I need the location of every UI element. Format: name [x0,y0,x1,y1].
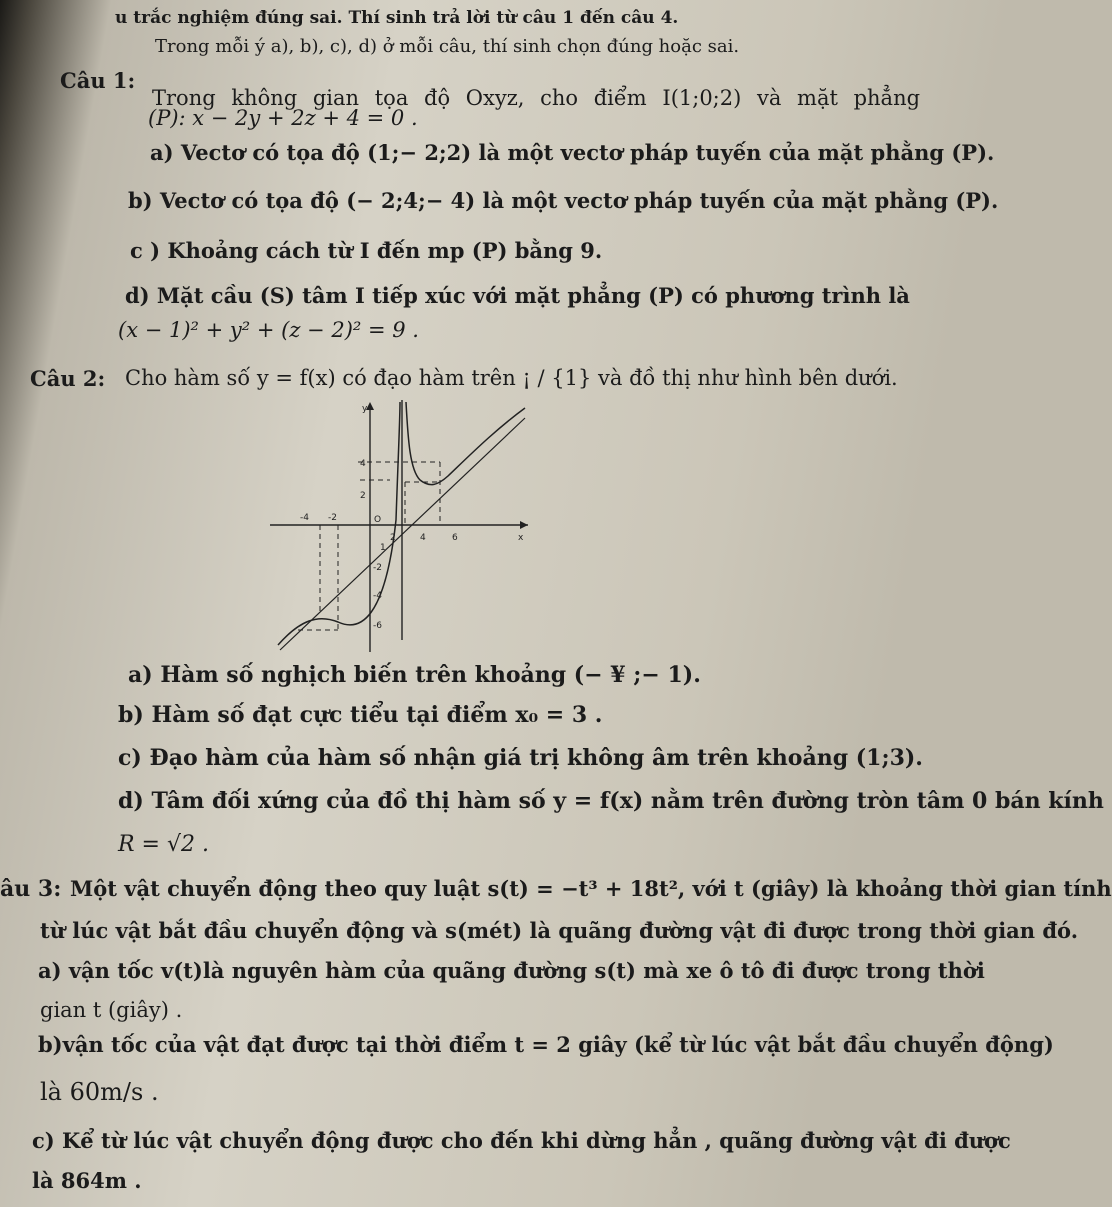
header-instruction-2: Trong mỗi ý a), b), c), d) ở mỗi câu, thí sinh chọn đúng hoặc sai. [155,36,740,57]
y-tick-neg2: -2 [373,563,382,573]
y-tick-2: 2 [360,491,366,501]
left-branch-curve [278,402,400,645]
q2-stem: Cho hàm số y = f(x) có đạo hàm trên ¡ / {1} và đồ thị như hình bên dưới. [125,366,898,390]
q2-label: Câu 2: [30,366,106,391]
x-axis-arrow-icon [520,521,528,529]
x-tick-neg2: -2 [328,513,337,523]
q3-option-a-line-2: gian t (giây) . [40,998,183,1022]
q3-option-a-line-1: a) vận tốc v(t)là nguyên hàm của quãng đường s(t) mà xe ô tô đi được trong thời [38,958,985,983]
q3-option-b-line-2: là 60m/s . [40,1078,159,1106]
q2-option-a: a) Hàm số nghịch biến trên khoảng (− ¥ ;− 1). [128,662,701,688]
origin-label: O [374,515,382,525]
q1-plane-equation: (P): x − 2y + 2z + 4 = 0 . [148,106,418,130]
right-branch-curve [406,402,525,485]
x-tick-2: 2 [390,533,396,543]
x-axis-label: x [518,533,524,543]
q2-option-c: c) Đạo hàm của hàm số nhận giá trị không âm trên khoảng (1;3). [118,745,923,771]
q3-stem-line-2: từ lúc vật bắt đầu chuyển động và s(mét) là quãng đường vật đi được trong thời gian đó. [40,918,1079,943]
one-label: 1 [380,543,386,553]
x-tick-4: 4 [420,533,426,543]
y-tick-neg6: -6 [373,621,382,631]
function-graph [270,400,530,655]
dashed-guides [298,462,440,630]
q1-option-c: c ) Khoảng cách từ I đến mp (P) bằng 9. [130,238,603,263]
q1-option-b: b) Vectơ có tọa độ (− 2;4;− 4) là một vectơ pháp tuyến của mặt phằng (P). [128,188,999,213]
q2-option-d-radius: R = √2 . [118,832,209,857]
q2-option-d-line-1: d) Tâm đối xứng của đồ thị hàm số y = f(x) nằm trên đường tròn tâm 0 bán kính [118,788,1104,814]
x-tick-6: 6 [452,533,458,543]
q3-option-b-line-1: b)vận tốc của vật đạt được tại thời điểm t = 2 giây (kể từ lúc vật bắt đầu chuyển động) [38,1032,1054,1057]
q1-label: Câu 1: [60,68,136,93]
y-tick-neg4: -4 [373,591,382,601]
q1-option-a: a) Vectơ có tọa độ (1;− 2;2) là một vectơ pháp tuyến của mặt phằng (P). [150,140,995,165]
q3-option-c-line-2: là 864m . [32,1168,142,1193]
x-tick-neg4: -4 [300,513,309,523]
q1-option-d-line-1: d) Mặt cầu (S) tâm I tiếp xúc với mặt phẳng (P) có phương trình là [125,283,910,308]
q1-stem-line-1: Trong không gian tọa độ Oxyz, cho điểm I(1;0;2) và mặt phẳng [152,86,921,110]
q1-option-d-sphere-equation: (x − 1)² + y² + (z − 2)² = 9 . [118,318,419,342]
y-axis-label: y [362,404,368,414]
q3-label: âu 3: [0,876,62,902]
q3-stem-line-1: Một vật chuyển động theo quy luật s(t) = −t³ + 18t², với t (giây) là khoảng thời gian tính [70,876,1112,901]
q3-option-c-line-1: c) Kể từ lúc vật chuyển động được cho đến khi dừng hẳn , quãng đường vật đi được [32,1128,1011,1153]
y-tick-4: 4 [360,459,366,469]
header-instruction-1: u trắc nghiệm đúng sai. Thí sinh trả lời từ câu 1 đến câu 4. [115,8,679,28]
q2-option-b: b) Hàm số đạt cực tiểu tại điểm x₀ = 3 . [118,702,603,728]
